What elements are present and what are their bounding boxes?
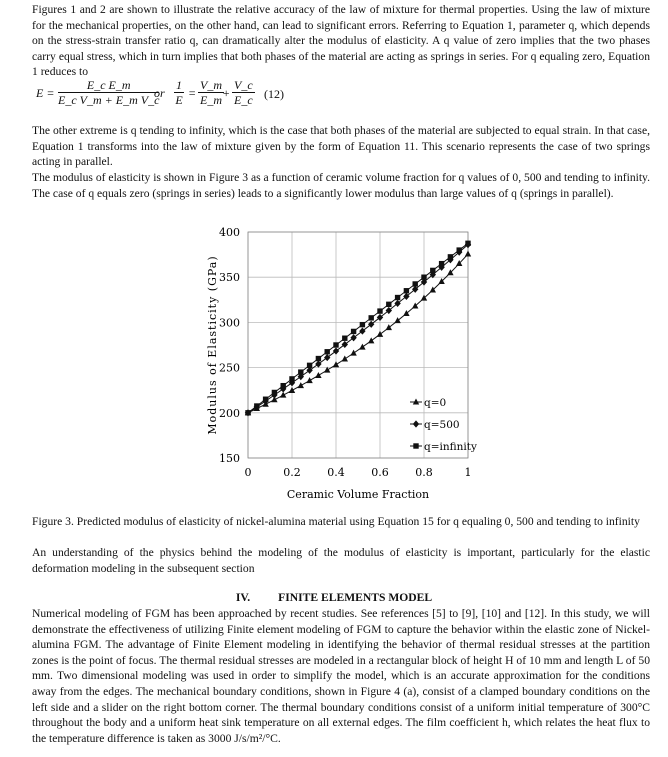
data-point [359, 344, 365, 350]
data-point [413, 281, 418, 286]
data-point [465, 241, 470, 246]
section-title: FINITE ELEMENTS MODEL [278, 591, 433, 604]
data-point [263, 397, 268, 402]
y-tick-label: 400 [219, 226, 240, 239]
x-tick-label: 0.2 [283, 466, 301, 479]
x-tick-label: 1 [464, 466, 472, 479]
eq-or: or [154, 86, 165, 100]
legend-label: q=infinity [424, 441, 477, 453]
data-point [377, 331, 383, 337]
eq-equals: = [188, 86, 197, 100]
data-point [272, 390, 277, 395]
eq-frac-recip-num: 1 [176, 78, 182, 92]
eq-lhs: E = [36, 86, 55, 100]
data-point [289, 387, 295, 393]
data-point [306, 377, 312, 383]
data-point [342, 356, 348, 362]
data-point [254, 403, 259, 408]
data-point [307, 363, 312, 368]
data-point [395, 295, 400, 300]
x-tick-label: 0.4 [327, 466, 345, 479]
data-point [333, 361, 339, 367]
data-point [369, 315, 374, 320]
data-point [404, 288, 409, 293]
legend-label: q=500 [424, 419, 460, 431]
y-tick-label: 300 [219, 316, 240, 330]
data-point [315, 372, 321, 378]
data-point [386, 302, 391, 307]
data-point [368, 337, 374, 343]
data-point [333, 342, 338, 347]
eq-frac-recip [174, 78, 184, 107]
data-point [298, 382, 304, 388]
x-tick-label: 0.6 [371, 466, 389, 479]
legend [410, 397, 477, 453]
figure-caption: Figure 3. Predicted modulus of elasticity of nickel-alumina material using Equation 15 for q equaling 0, 500 and tending to infinity [32, 515, 640, 528]
data-point [350, 334, 356, 341]
paragraph-intro: Figures 1 and 2 are shown to illustrate the relative accuracy of the law of mixture for thermal properties. Using the law of mixture for the mechanical properties, on the other hand, can lead to significant errors. Referring to Equation 1, parameter q, which depends on the stress-strain transfer ratio q, can dramatically alter the modulus of elasticity. A q value of zero implies that the two phases carry equal stress, which in turn implies that both phases of the material are acting as springs in series. For q equaling zero, Equation 1 reduces to [32, 3, 650, 79]
data-point [403, 293, 409, 300]
data-point [324, 354, 330, 361]
eq-frac-vc [232, 78, 255, 107]
eq-frac-vm-den: E_m [200, 93, 222, 107]
y-axis-label: Modulus of Elasticity (GPa) [206, 255, 219, 435]
data-point [412, 286, 418, 293]
section-number: IV. [235, 591, 251, 604]
data-point [394, 300, 400, 307]
y-tick-label: 350 [219, 271, 240, 285]
x-tick-label: 0 [244, 466, 252, 479]
data-point [316, 356, 321, 361]
data-point [342, 336, 347, 341]
eq-tag: (12) [264, 87, 284, 101]
legend-marker [413, 420, 419, 427]
data-point [359, 327, 365, 334]
eq-frac-main [58, 78, 159, 107]
eq-frac-recip-den: E [175, 93, 183, 107]
eq-frac-vc-den: E_c [234, 93, 253, 107]
modulus-chart [200, 218, 480, 510]
data-point [430, 268, 435, 273]
data-point [386, 307, 392, 314]
equation-12 [36, 78, 596, 114]
data-point [421, 275, 426, 280]
y-tick-label: 200 [219, 406, 240, 420]
data-point [342, 341, 348, 348]
data-point [280, 392, 286, 398]
data-point [377, 314, 383, 321]
paragraph-physics: An understanding of the physics behind the modeling of the modulus of elasticity is important, particularly for the elastic deformation modeling in the subsequent section [32, 546, 650, 575]
data-point [403, 310, 409, 316]
eq-frac-main-num: E_c E_m [58, 78, 159, 93]
series-q=0 [245, 251, 471, 416]
data-point [394, 317, 400, 323]
legend-label: q=0 [424, 397, 447, 409]
data-point [457, 247, 462, 252]
eq-plus: + [222, 86, 231, 100]
eq-frac-vm [198, 78, 224, 107]
data-point [448, 254, 453, 259]
paragraph-fem: Numerical modeling of FGM has been approached by recent studies. See references [5] to [9], [10] and [12]. In this study, we will demonstrate the effectiveness of utilizing Finite element modeling of FGM to capture the behavior within the elastic zone of Nickel-alumina FGM. The advantage of Finite Element modeling in identifying the behavior of thermal residual stresses at the partition zones is the point of focus. The thermal residual stresses are modeled in a rectangular block of height H of 10 mm and length L of 50 mm. Two dimensional modeling was used in order to simplify the model, which is an accurate approximation for the conditions away from the edges. The mechanical boundary conditions, shown in Figure 4 (a), consist of a clamped boundary conditions on the left side and a slider on the right bottom corner. The thermal boundary conditions consist of a uniform initial temperature of 300°C throughout the body and a uniform heat sink temperature on all external edges. The film coefficient h, which relates the heat flux to the temperature difference is taken as 3000 J/s/m²/°C. [32, 607, 650, 745]
y-tick-label: 250 [219, 361, 240, 375]
data-point [350, 350, 356, 356]
data-point [245, 410, 250, 415]
data-point [439, 261, 444, 266]
x-tick-label: 0.8 [415, 466, 433, 479]
data-point [377, 308, 382, 313]
data-point [368, 321, 374, 328]
paragraph-infinity: The other extreme is q tending to infinity, which is the case that both phases of the material are subjected to equal strain. In that case, Equation 1 transforms into the law of mixture given by the form of Equation 11. This scenario represents the case of two springs acting in parallel. [32, 124, 650, 169]
data-point [281, 383, 286, 388]
data-point [298, 369, 303, 374]
y-tick-label: 150 [219, 452, 240, 465]
section-heading [0, 591, 668, 604]
data-point [315, 360, 321, 367]
data-point [386, 324, 392, 330]
data-point [360, 322, 365, 327]
eq-frac-vm-num: V_m [200, 78, 222, 92]
eq-frac-vc-num: V_c [234, 78, 253, 92]
data-point [351, 329, 356, 334]
data-point [325, 349, 330, 354]
data-point [465, 251, 471, 257]
series-q=infinity [245, 241, 470, 416]
eq-frac-main-den: E_c V_m + E_m V_c [58, 93, 160, 107]
data-point [333, 347, 339, 354]
paragraph-figure3: The modulus of elasticity is shown in Figure 3 as a function of ceramic volume fraction for q values of 0, 500 and tending to infinity. The case of q equals zero (springs in series) leads to a significantly lower modulus than large values of q (springs in parallel). [32, 171, 650, 200]
x-axis-label: Ceramic Volume Fraction [286, 488, 430, 501]
legend-marker [413, 443, 418, 448]
data-point [289, 376, 294, 381]
